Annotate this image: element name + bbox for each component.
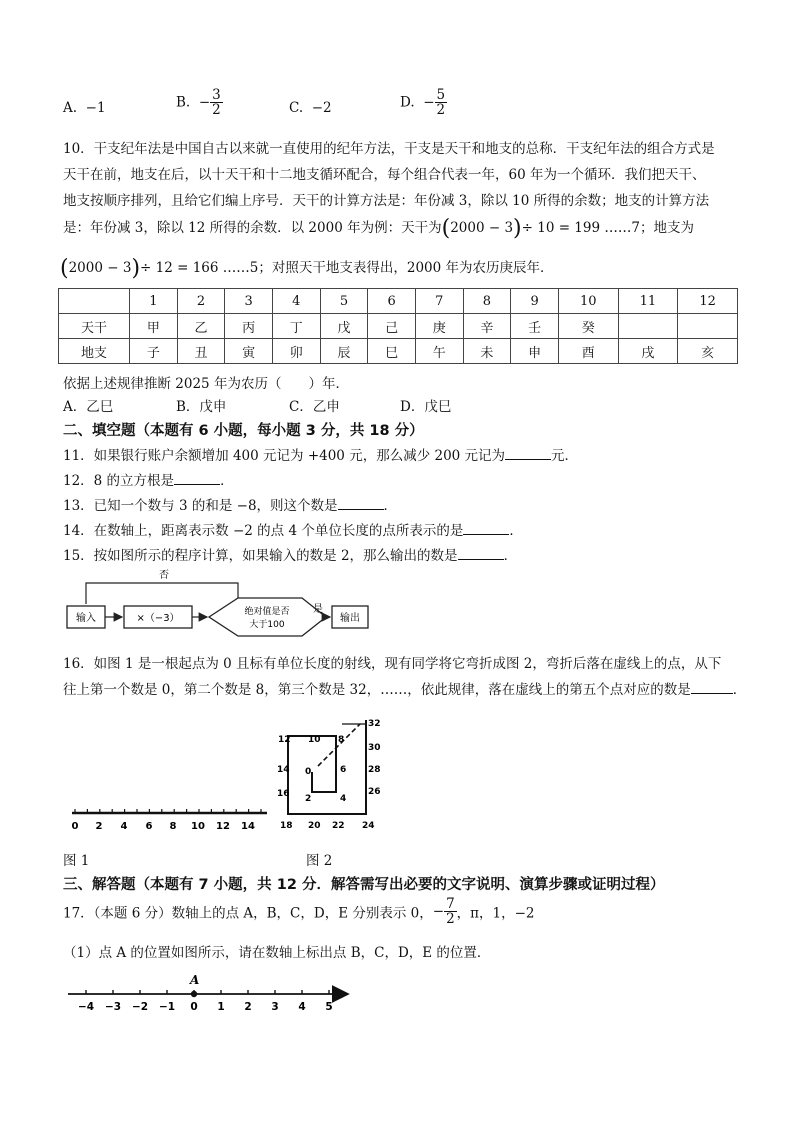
dashed-diagonal xyxy=(318,724,360,766)
flow-cond-line2: 大于100 xyxy=(249,620,285,630)
table-cell: 6 xyxy=(368,289,416,314)
numerator: 7 xyxy=(446,896,455,912)
denominator: 2 xyxy=(446,911,455,928)
tick-label: 14 xyxy=(241,821,255,832)
flow-output-label: 输出 xyxy=(340,613,360,624)
table-cell: 5 xyxy=(320,289,368,314)
table-cell: 11 xyxy=(618,289,678,314)
paren-open: ( xyxy=(441,216,451,241)
point-a-label: A xyxy=(190,973,200,987)
q10-line-4 xyxy=(63,216,694,240)
table-cell: 8 xyxy=(463,289,511,314)
q14 xyxy=(63,519,523,539)
tick-label: 3 xyxy=(271,1001,279,1013)
q10-question: 依据上述规律推断 2025 年为农历（ ）年． xyxy=(63,376,349,392)
section-heading-answer: 三、解答题（本题有 7 小题，共 12 分．解答需写出必要的文字说明、演算步骤或证明过程） xyxy=(63,877,665,893)
table-row-tiangan xyxy=(59,314,738,339)
fraction xyxy=(435,88,448,117)
point-label: 2 xyxy=(305,794,312,804)
table-cell: 子 xyxy=(130,339,178,364)
q17-stem xyxy=(63,897,535,926)
point-label: 22 xyxy=(332,821,345,831)
q12 xyxy=(63,469,234,489)
tick-label: −1 xyxy=(158,1001,176,1013)
text: 15．按如图所示的程序计算，如果输入的数是 2，那么输出的数是 xyxy=(63,548,458,564)
paren-open: ( xyxy=(60,256,69,281)
denominator: 2 xyxy=(436,102,446,119)
q9-option-a xyxy=(63,100,106,116)
table-cell: 辰 xyxy=(320,339,368,364)
figure-2-caption: 图 2 xyxy=(306,853,333,869)
text: ． xyxy=(503,548,518,564)
flow-input-label: 输入 xyxy=(76,613,96,624)
point-label: 24 xyxy=(362,821,375,831)
point-label: 0 xyxy=(305,767,312,777)
table-cell: 乙 xyxy=(177,314,225,339)
figure-1-caption: 图 1 xyxy=(63,853,90,869)
text: ． xyxy=(383,498,398,514)
condition-box xyxy=(209,598,326,636)
text: 元． xyxy=(551,448,579,464)
ray-tick-labels xyxy=(72,821,255,832)
table-cell: 酉 xyxy=(558,339,618,364)
text: 12．8 的立方根是 xyxy=(63,473,175,489)
table-cell: 申 xyxy=(511,339,559,364)
point-label: 18 xyxy=(280,821,293,831)
tick-label: 5 xyxy=(325,1001,333,1013)
number-line xyxy=(64,972,356,1016)
table-cell: 12 xyxy=(678,289,738,314)
figure-2-spiral xyxy=(272,714,384,836)
tick-label: 0 xyxy=(71,821,79,832)
text: ÷ 10 = 199 ……7；地支为 xyxy=(521,220,694,236)
text: 14．在数轴上，距离表示数 −2 的点 4 个单位长度的点所表示的是 xyxy=(63,523,464,539)
option-label: B. xyxy=(176,94,191,111)
spiral-path xyxy=(288,720,366,814)
q16-line-1: 16．如图 1 是一根起点为 0 且标有单位长度的射线，现有同学将它弯折成图 2，弯折后落在虚线上的点，从下 xyxy=(63,656,722,672)
q17-part-1: （1）点 A 的位置如图所示，请在数轴上标出点 B，C，D，E 的位置． xyxy=(63,945,491,961)
tick-label: 2 xyxy=(95,821,103,832)
table-cell: 7 xyxy=(415,289,463,314)
ganzhi-table xyxy=(58,288,738,364)
option-value: −2 xyxy=(311,100,332,116)
point-label: 14 xyxy=(277,765,290,775)
q11 xyxy=(63,444,578,464)
q10-line-5 xyxy=(60,256,554,280)
point-label: 32 xyxy=(368,719,381,729)
table-cell: 3 xyxy=(225,289,273,314)
tick-label: 0 xyxy=(190,1001,198,1013)
table-cell: 丁 xyxy=(272,314,320,339)
minus-sign: − xyxy=(423,94,435,111)
table-cell xyxy=(59,289,130,314)
flow-no-label: 否 xyxy=(159,570,169,581)
table-cell: 寅 xyxy=(225,339,273,364)
flow-op-label: ×（−3） xyxy=(136,613,180,624)
table-cell: 地支 xyxy=(59,339,130,364)
minus-sign: − xyxy=(198,94,211,111)
tick-label: 4 xyxy=(298,1001,306,1013)
text: ． xyxy=(220,473,234,489)
paren-close: ) xyxy=(131,256,141,281)
point-label: 16 xyxy=(277,789,290,799)
table-cell: 未 xyxy=(463,339,511,364)
tick-label: 10 xyxy=(191,821,205,832)
section-heading-fill-blank: 二、填空题（本题有 6 小题，每小题 3 分，共 18 分） xyxy=(63,423,424,439)
table-header-row xyxy=(59,289,738,314)
q10-line-3: 地支按顺序排列，且给它们编上序号．天干的计算方法是：年份减 3，除以 10 所得的余数；地支的计算方法 xyxy=(63,193,710,209)
table-row-dizhi xyxy=(59,339,738,364)
table-cell: 卯 xyxy=(272,339,320,364)
loop-back-line xyxy=(86,583,238,604)
fraction xyxy=(444,897,457,926)
program-flowchart xyxy=(64,568,374,638)
text: ，π，1，−2 xyxy=(456,905,535,922)
text: 往上第一个数是 0，第二个数是 8，第三个数是 32，……，依此规律，落在虚线上的第五个点对应的数是 xyxy=(63,682,691,698)
tick-label: 4 xyxy=(120,821,128,832)
point-label: 4 xyxy=(340,794,347,804)
table-cell: 10 xyxy=(558,289,618,314)
table-cell: 9 xyxy=(511,289,559,314)
tick-label: 2 xyxy=(244,1001,252,1013)
table-cell: 午 xyxy=(415,339,463,364)
table-cell xyxy=(618,314,678,339)
point-label: 20 xyxy=(308,821,321,831)
table-cell: 巳 xyxy=(368,339,416,364)
q9-option-c xyxy=(289,100,332,116)
table-cell: 癸 xyxy=(558,314,618,339)
q10-line-2: 天干在前，地支在后，以十天干和十二地支循环配合，每个组合代表一年，60 年为一个循环．我们把天干、 xyxy=(63,167,706,183)
text: 17．（本题 6 分）数轴上的点 A，B，C，D，E 分别表示 0， xyxy=(63,905,433,922)
table-cell: 辛 xyxy=(463,314,511,339)
option-value: −1 xyxy=(85,100,106,116)
answer-blank[interactable] xyxy=(174,483,220,485)
option-label: C. xyxy=(289,100,304,116)
tick-label: 6 xyxy=(145,821,153,832)
point-label: 30 xyxy=(368,743,381,753)
q16-line-2 xyxy=(63,678,746,698)
table-cell: 庚 xyxy=(415,314,463,339)
expr: 2000 − 3 xyxy=(450,220,514,236)
point-label: 12 xyxy=(278,735,291,745)
table-cell: 己 xyxy=(368,314,416,339)
text: 是：年份减 3，除以 12 所得的余数．以 2000 年为例：天干为 xyxy=(63,220,442,236)
option-label: A. xyxy=(63,100,78,116)
q9-option-b xyxy=(176,88,223,117)
q9-option-d xyxy=(400,88,447,117)
table-cell: 天干 xyxy=(59,314,130,339)
table-cell: 丙 xyxy=(225,314,273,339)
q10-option-d: D．戊巳 xyxy=(400,399,452,415)
table-cell: 1 xyxy=(130,289,178,314)
tick-label: 12 xyxy=(216,821,230,832)
tick-label: 1 xyxy=(217,1001,225,1013)
numerator: 5 xyxy=(436,87,446,103)
answer-blank[interactable] xyxy=(691,692,733,694)
numerator: 3 xyxy=(212,87,221,103)
point-label: 6 xyxy=(340,765,347,775)
text: ． xyxy=(509,523,523,539)
table-cell: 戊 xyxy=(320,314,368,339)
paren-close: ) xyxy=(513,216,522,241)
fraction xyxy=(210,88,223,117)
q15 xyxy=(63,544,517,564)
answer-blank[interactable] xyxy=(463,533,509,535)
text: ． xyxy=(732,682,747,698)
q10-option-b: B．戊申 xyxy=(176,399,227,415)
answer-blank[interactable] xyxy=(505,458,551,460)
q10-line-1: 10．干支纪年法是中国自古以来就一直使用的纪年方法，干支是天干和地支的总称．干支纪年法的组合方式是 xyxy=(63,141,715,157)
q10-option-c: C．乙申 xyxy=(289,399,340,415)
q10-option-a: A．乙巳 xyxy=(63,399,114,415)
answer-blank[interactable] xyxy=(458,558,504,560)
minus-sign: − xyxy=(432,903,445,920)
table-cell xyxy=(678,314,738,339)
tick-label: −4 xyxy=(77,1001,95,1013)
figure-1-ray xyxy=(62,805,274,835)
table-cell: 甲 xyxy=(130,314,178,339)
flow-yes-label: 是 xyxy=(313,604,323,615)
flow-cond-line1: 绝对值是否 xyxy=(244,607,290,617)
point-label: 28 xyxy=(368,765,381,775)
tick-label: −3 xyxy=(104,1001,122,1013)
table-cell: 亥 xyxy=(678,339,738,364)
expr: 2000 − 3 xyxy=(68,260,132,276)
table-cell: 戌 xyxy=(618,339,678,364)
option-label: D. xyxy=(400,94,415,111)
point-label: 10 xyxy=(308,735,321,745)
point-a-dot xyxy=(191,991,197,997)
text: 11．如果银行账户余额增加 400 元记为 +400 元，那么减少 200 元记为 xyxy=(63,448,506,464)
q13 xyxy=(63,494,397,514)
tick-label: −2 xyxy=(131,1001,149,1013)
table-cell: 壬 xyxy=(511,314,559,339)
text: 13．已知一个数与 3 的和是 −8，则这个数是 xyxy=(63,498,338,514)
tick-label: 8 xyxy=(169,821,177,832)
denominator: 2 xyxy=(212,102,221,119)
axis-tick-labels xyxy=(78,1001,333,1013)
text: ÷ 12 = 166 ……5；对照天干地支表得出，2000 年为农历庚辰年． xyxy=(140,260,554,276)
table-cell: 4 xyxy=(272,289,320,314)
table-cell: 丑 xyxy=(177,339,225,364)
point-label: 26 xyxy=(368,787,381,797)
point-label: 8 xyxy=(338,735,345,745)
answer-blank[interactable] xyxy=(338,508,384,510)
table-cell: 2 xyxy=(177,289,225,314)
